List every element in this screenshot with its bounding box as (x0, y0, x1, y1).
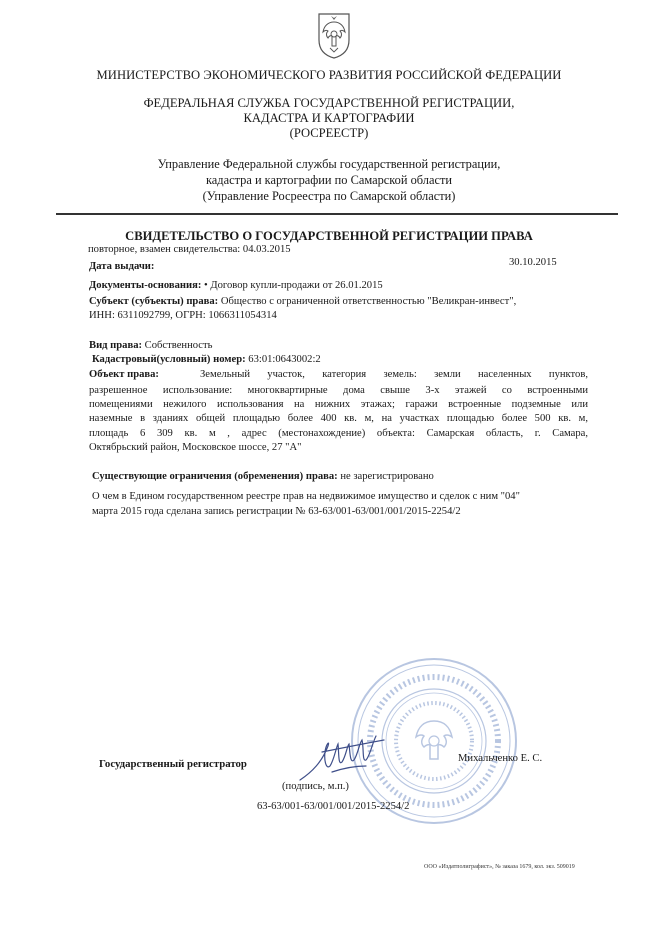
right-type-label: Вид права: (89, 340, 143, 351)
basis-label: Документы-основания: (89, 280, 202, 291)
object-line: разрешенное использование: многоквартирные дома свыше 3-х этажей со встроенными (89, 385, 588, 396)
object-line: площадь 6 309 кв. м , адрес (местонахождение) объекта: Самарская область, г. Самара, (89, 428, 588, 439)
issue-date-label: Дата выдачи: (89, 261, 155, 272)
right-type-value: Собственность (144, 340, 213, 351)
object-line: Октябрьский район, Московское шоссе, 27 "А" (89, 442, 302, 453)
cadastral-value: 63:01:0643002:2 (248, 354, 321, 365)
basis-row (89, 280, 383, 291)
signature-caption: (подпись, м.п.) (282, 781, 349, 792)
basis-value: • Договор купли-продажи от 26.01.2015 (204, 280, 383, 291)
object-line: наземные в зданиях общей площадью более 400 кв. м, на участках площадью более 500 кв. м, (89, 413, 588, 424)
record-line1: О чем в Едином государственном реестре прав на недвижимое имущество и сделок с ним "04" (92, 491, 520, 502)
subject-ids: ИНН: 6311092799, ОГРН: 1066311054314 (89, 310, 277, 321)
department-line3: (Управление Росреестра по Самарской области) (202, 189, 456, 203)
registrar-label: Государственный регистратор (99, 758, 247, 770)
certificate-title: СВИДЕТЕЛЬСТВО О ГОСУДАРСТВЕННОЙ РЕГИСТРАЦИИ ПРАВА (125, 229, 533, 243)
subject-value: Общество с ограниченной ответственностью "Великран-инвест", (220, 296, 517, 307)
record-line2: марта 2015 года сделана запись регистрации № 63-63/001-63/001/001/2015-2254/2 (92, 506, 461, 517)
encumbrance-value: не зарегистрировано (340, 471, 434, 482)
russian-coat-of-arms-emblem (316, 10, 352, 60)
registration-record-number: 63-63/001-63/001/001/2015-2254/2 (257, 801, 410, 812)
cadastral-label: Кадастровый(условный) номер: (92, 354, 246, 365)
registrar-name: Михальченко Е. С. (458, 753, 543, 764)
subject-label: Субъект (субъекты) права: (89, 296, 219, 307)
service-title-line1: ФЕДЕРАЛЬНАЯ СЛУЖБА ГОСУДАРСТВЕННОЙ РЕГИСТРАЦИИ, (143, 96, 515, 110)
ministry-title: МИНИСТЕРСТВО ЭКОНОМИЧЕСКОГО РАЗВИТИЯ РОССИЙСКОЙ ФЕДЕРАЦИИ (96, 68, 562, 82)
department-line1: Управление Федеральной службы государственной регистрации, (157, 157, 501, 171)
subject-row (89, 296, 516, 307)
printer-note: ООО «Издатполиграфист», № заказа 1679, кол. экз. 509019 (424, 864, 575, 870)
object-line: Земельный участок, категория земель: земли населенных пунктов, (200, 369, 588, 380)
reissue-note: повторное, взамен свидетельства: 04.03.2015 (88, 244, 291, 255)
service-title-line3: (РОСРЕЕСТР) (289, 126, 369, 140)
issue-date-value: 30.10.2015 (509, 257, 557, 268)
service-title-line2: КАДАСТРА И КАРТОГРАФИИ (243, 111, 415, 125)
object-line: помещениями нежилого использования на нижних этажах; гаражи встроенные подземные или (89, 399, 588, 410)
encumbrance-label: Существующие ограничения (обременения) права: (92, 471, 338, 482)
encumbrance-row (92, 471, 434, 482)
right-type-row (89, 340, 212, 351)
object-label: Объект права: (89, 369, 159, 380)
header-divider (56, 213, 618, 215)
department-line2: кадастра и картографии по Самарской области (205, 173, 453, 187)
cadastral-row (92, 354, 321, 365)
